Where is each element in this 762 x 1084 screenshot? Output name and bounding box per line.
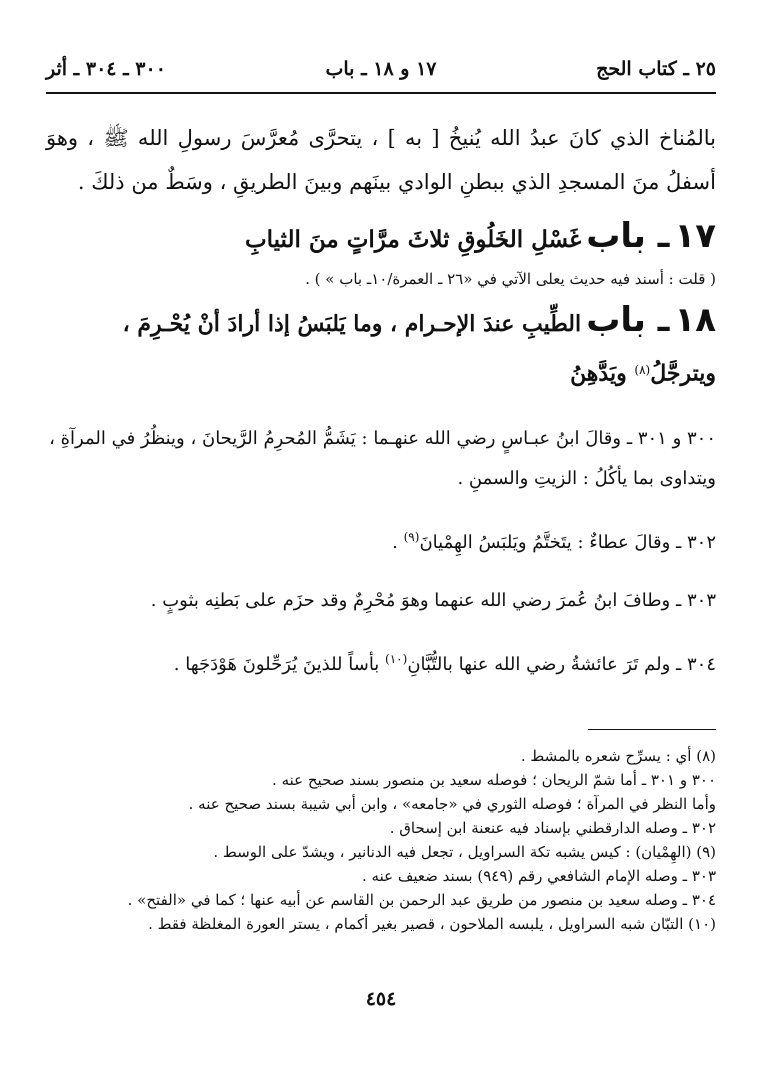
header-athar-range: ٣٠٠ ـ ٣٠٤ ـ أثر	[46, 58, 166, 80]
footnote: (٩) (الهِمْيان) : كيس يشبه تكة السراويل ، تجعل فيه الدنانير ، ويشدّ على الوسط .	[213, 843, 716, 862]
athar-entry	[46, 419, 716, 499]
athar-text: ٣٠٢ ـ وقالَ عطاءٌ : يتَختَّمُ ويَلبَسُ الهِمْيانَ	[419, 532, 716, 554]
footnote-ref: (٩)	[403, 530, 420, 545]
footnote-ref: (٨)	[634, 363, 651, 377]
athar-entry	[46, 581, 716, 621]
section-keyword: ـ باب	[586, 300, 670, 340]
footnote: ٣٠٢ ـ وصله الدارقطني بإسناد فيه عنعنة ابن إسحاق .	[389, 819, 716, 838]
section-number: ١٧	[674, 216, 716, 256]
footnote: (٨) أي : يسرِّح شعره بالمشط .	[520, 747, 716, 766]
athar-text: ٣٠٣ ـ وطافَ ابنُ عُمرَ رضي الله عنهما وهوَ مُحْرِمٌ وقد حزَم على بَطنِه بثوبٍ .	[150, 590, 716, 612]
section-title: غَسْلِ الخَلُوقِ ثلاثَ مرَّاتٍ منَ الثيابِ	[244, 226, 582, 253]
footnote: ٣٠٤ ـ وصله سعيد بن منصور من طريق عبد الرحمن بن القاسم عن أبيه عنها ؛ كما في «الفتح» .	[127, 891, 716, 910]
section-number: ١٨	[674, 300, 716, 340]
athar-tail: .	[392, 532, 404, 554]
footnote: ٣٠٠ و ٣٠١ ـ أما شمّ الريحان ؛ فوصله سعيد بن منصور بسند صحيح عنه .	[272, 771, 716, 790]
athar-tail: بأساً للذينَ يُرَحِّلونَ هَوْدَجَها .	[173, 654, 386, 676]
footnotes	[46, 744, 716, 936]
intro-paragraph: بالمُناخ الذي كانَ عبدُ الله يُنيخُ [ به ] ، يتحرَّى مُعرَّسَ رسولِ الله ﷺ ، وهوَ أسفلُ منَ المسجدِ الذي ببطنِ الوادي بينَهم وبينَ الطريقِ ، وسَطٌ من ذلكَ .	[46, 126, 716, 194]
athar-text: ٣٠٠ و ٣٠١ ـ وقالَ ابنُ عبـاسٍ رضي الله عنهـما : يَشَمُّ المُحرِمُ الرَّيحانَ ، وينظُرُ في المرآةِ ، ويتداوى بما يأكُلُ : الزيتِ والسمنِ .	[49, 428, 716, 490]
running-header	[46, 58, 716, 86]
header-chapter: ١٧ و ١٨ ـ باب	[325, 58, 437, 80]
editor-note: ( قلت : أسند فيه حديث يعلى الآتي في «٢٦ ـ العمرة/١٠ـ باب » ) .	[305, 270, 716, 288]
footnote: ٣٠٣ ـ وصله الإمام الشافعي رقم (٩٤٩) بسند ضعيف عنه .	[362, 867, 716, 886]
athar-entry	[46, 639, 716, 685]
footnote-rule	[588, 729, 716, 730]
footnote-ref: (١٠)	[385, 652, 408, 667]
main-text	[46, 116, 716, 685]
section-title-end: ويَدَّهِنُ	[570, 360, 635, 387]
header-book-title: ٢٥ ـ كتاب الحج	[596, 58, 716, 80]
footnote: وأما النظر في المرآة ؛ فوصله الثوري في «جامعه» ، وابن أبي شيبة بسند صحيح عنه .	[188, 795, 716, 814]
footnote: (١٠) التبّان شبه السراويل ، يلبسه الملاحون ، قصير بغير أكمام ، يستر العورة المغلظة فقط .	[148, 915, 716, 934]
section-keyword: ـ باب	[586, 216, 670, 256]
section-heading-17	[46, 214, 716, 264]
section-title: الطِّيبِ عندَ الإحـرام ، وما يَلبَسُ إذا أرادَ أنْ يُحْـرِمَ ، ويترجَّلُ	[122, 311, 716, 387]
athar-entry	[46, 517, 716, 563]
header-rule	[46, 92, 716, 94]
athar-text: ٣٠٤ ـ ولم تَرَ عائشةُ رضي الله عنها بالتُّبَّانِ	[407, 654, 716, 676]
section-heading-18	[46, 298, 716, 397]
page-number: ٤٥٤	[365, 988, 397, 1010]
